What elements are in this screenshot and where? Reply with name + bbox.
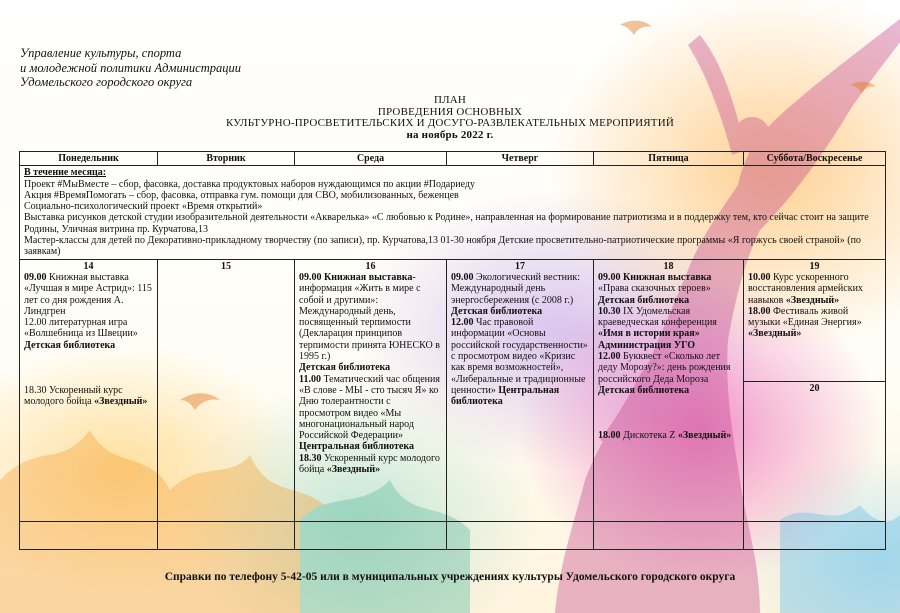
month-label: В течение месяца: — [24, 167, 107, 179]
spacer — [24, 351, 153, 385]
event-time: 18.00 — [748, 305, 771, 317]
col-header-thursday: Четверг — [447, 152, 594, 166]
event-time: 18.30 — [299, 452, 322, 464]
title-line: КУЛЬТУРНО-ПРОСВЕТИТЕЛЬСКИХ И ДОСУГО-РАЗВЛЕКАТЕЛЬНЫХ МЕРОПРИЯТИЙ — [225, 117, 675, 129]
event-title: Книжная выставка — [620, 271, 712, 283]
day-number: 18 — [663, 260, 674, 272]
organization-name — [20, 46, 241, 90]
event-place: «Звездный» — [785, 294, 840, 306]
event — [748, 272, 881, 306]
day-number: 16 — [365, 260, 376, 272]
empty-cell — [447, 521, 594, 549]
event-time: 10.30 — [598, 305, 621, 317]
org-line: и молодежной политики Администрации — [20, 60, 241, 75]
title-line: ПЛАН — [433, 94, 467, 106]
event-place: «Звездный» — [677, 430, 732, 442]
event-text: Фестиваль живой музыки «Единая Энергия» — [748, 305, 862, 329]
day-number: 15 — [221, 260, 231, 272]
day-cell-monday — [20, 259, 158, 521]
event — [598, 272, 739, 306]
day-cell-thursday — [447, 259, 594, 521]
table-header-row — [20, 152, 886, 166]
day-cell-wednesday — [295, 259, 447, 521]
event-time: 09.00 — [598, 271, 621, 283]
day-cell-saturday — [744, 259, 886, 381]
event-place: «Звездный» — [748, 328, 802, 340]
org-line: Удомельского городского округа — [20, 75, 193, 89]
month-event: Акция #ВремяПомогать – сбор, фасовка, отправка гум. помощи для СВО, мобилизованных, беженцев — [24, 189, 459, 201]
event-text: информация «Жить в мире с собой и другими»: Международный день, посвященный терпимости (Декларация принципов терпимости принята ЮНЕСКО в 1995 г.) — [299, 283, 440, 363]
event-time: 09.00 — [24, 271, 47, 283]
event — [24, 272, 153, 317]
empty-row — [20, 521, 886, 549]
week-row-top — [20, 259, 886, 381]
event — [451, 272, 589, 317]
event-text: Книжная выставка «Лучшая в мире Астрид»: 115 лет со дня рождения А. Линдгрен — [24, 271, 152, 317]
event-time: 09.00 — [451, 271, 474, 283]
event-text: Тематический час общения «В слове - МЫ - сто тысяч Я» ко Дню толерантности с просмотром видео «Мы многонациональный народ Российской Федерации» — [299, 373, 440, 442]
event-time: 10.00 — [748, 271, 771, 283]
event-time: 11.00 — [299, 373, 321, 385]
event-place: Детская библиотека — [24, 339, 116, 351]
day-number: 19 — [809, 260, 820, 272]
spacer — [598, 396, 739, 430]
org-line: Управление культуры, спорта — [20, 46, 182, 60]
event — [299, 453, 442, 476]
month-row — [20, 166, 886, 259]
event-text: Ускоренный курс молодого бойца — [299, 452, 440, 476]
month-event: Проект #МыВместе – сбор, фасовка, доставка продуктовых наборов нуждающимся по акции #Подариеду — [24, 178, 475, 190]
day-number: 20 — [809, 382, 820, 394]
event-text: 12.00 литературная игра «Волшебница из Швеции» — [24, 317, 138, 340]
event — [598, 306, 739, 351]
event-place: Детская библиотека — [598, 294, 690, 306]
event-place: Детская библиотека — [299, 362, 391, 374]
event-text: Экологический вестник: Международный день энергосбережения (с 2008 г.) — [451, 271, 580, 306]
event — [598, 351, 739, 396]
col-header-weekend: Суббота/Воскресенье — [744, 152, 886, 166]
title-month: на ноябрь 2022 г. — [406, 128, 494, 141]
event-text: Букквест «Сколько лет деду Морозу?»: день рождения российского Деда Мороза — [598, 351, 731, 385]
event-place: Детская библиотека — [451, 305, 543, 317]
event — [451, 317, 589, 407]
empty-cell — [158, 521, 295, 549]
day-number: 17 — [515, 260, 525, 272]
month-event: Социально-психологический проект «Время открытий» — [24, 201, 263, 213]
day-cell-tuesday — [158, 259, 295, 521]
event — [598, 430, 739, 441]
event-time: 09.00 — [299, 271, 322, 283]
event-time: 18.00 — [598, 430, 621, 442]
event-title: Книжная выставка- — [321, 271, 416, 283]
event-text: IX Удомельская краеведческая конференция — [598, 305, 717, 329]
empty-cell — [295, 521, 447, 549]
day-cell-friday — [594, 259, 744, 521]
event-place: «Звездный» — [94, 396, 148, 408]
col-header-monday: Понедельник — [20, 152, 158, 166]
event-title: «Имя в истории края» — [598, 328, 700, 340]
empty-cell — [594, 521, 744, 549]
event-time: 12.00 — [598, 351, 621, 363]
day-cell-sunday — [744, 381, 886, 521]
event-text: Курс ускоренного восстановления армейских навыков — [748, 271, 863, 306]
event-place: Администрация УГО — [598, 339, 696, 351]
event — [299, 272, 442, 362]
month-event: Выставка рисунков детской студии изобразительной деятельности «Акварелька» «С любовью к Родине», направленная на формирование патриотизма и в поддержку тем, кто сейчас стоит на защите Родины, Уличная витрина пр. Курчатова,13 — [24, 212, 869, 235]
title-line: ПРОВЕДЕНИЯ ОСНОВНЫХ — [377, 105, 523, 118]
footer-contact: Справки по телефону 5-42-05 или в муниципальных учреждениях культуры Удомельского городского округа — [164, 571, 736, 583]
col-header-wednesday: Среда — [295, 152, 447, 166]
event — [299, 374, 442, 453]
month-event: Мастер-классы для детей по Декоративно-прикладному творчеству (по записи), пр. Курчатова,13 01-30 ноября Детские просветительно-патриотические программы «Я горжусь своей страной» (по заявкам) — [24, 235, 861, 258]
event-text: Час правовой информации «Основы российской государственности» с просмотром видео «Кризис как время возможностей», «Либеральные и традиционные ценности» — [451, 317, 588, 396]
events-plan-table — [19, 151, 886, 550]
event — [24, 385, 153, 408]
page-title — [0, 95, 900, 141]
event-text: «Права сказочных героев» — [598, 283, 711, 295]
event — [748, 306, 881, 340]
event-text: 18.30 Ускоренный курс молодого бойца — [24, 385, 123, 408]
event-text: Дискотека Z — [620, 430, 678, 442]
day-number: 14 — [83, 260, 94, 272]
empty-cell — [20, 521, 158, 549]
event — [24, 317, 153, 351]
col-header-tuesday: Вторник — [158, 152, 295, 166]
col-header-friday: Пятница — [594, 152, 744, 166]
empty-cell — [744, 521, 886, 549]
month-events-cell — [20, 166, 886, 259]
event-place: Детская библиотека — [598, 384, 690, 396]
event-place: Центральная библиотека — [299, 441, 414, 453]
event-place: Центральная библиотека — [451, 384, 560, 408]
event-time: 12.00 — [451, 317, 474, 329]
event-place: «Звездный» — [326, 464, 381, 476]
